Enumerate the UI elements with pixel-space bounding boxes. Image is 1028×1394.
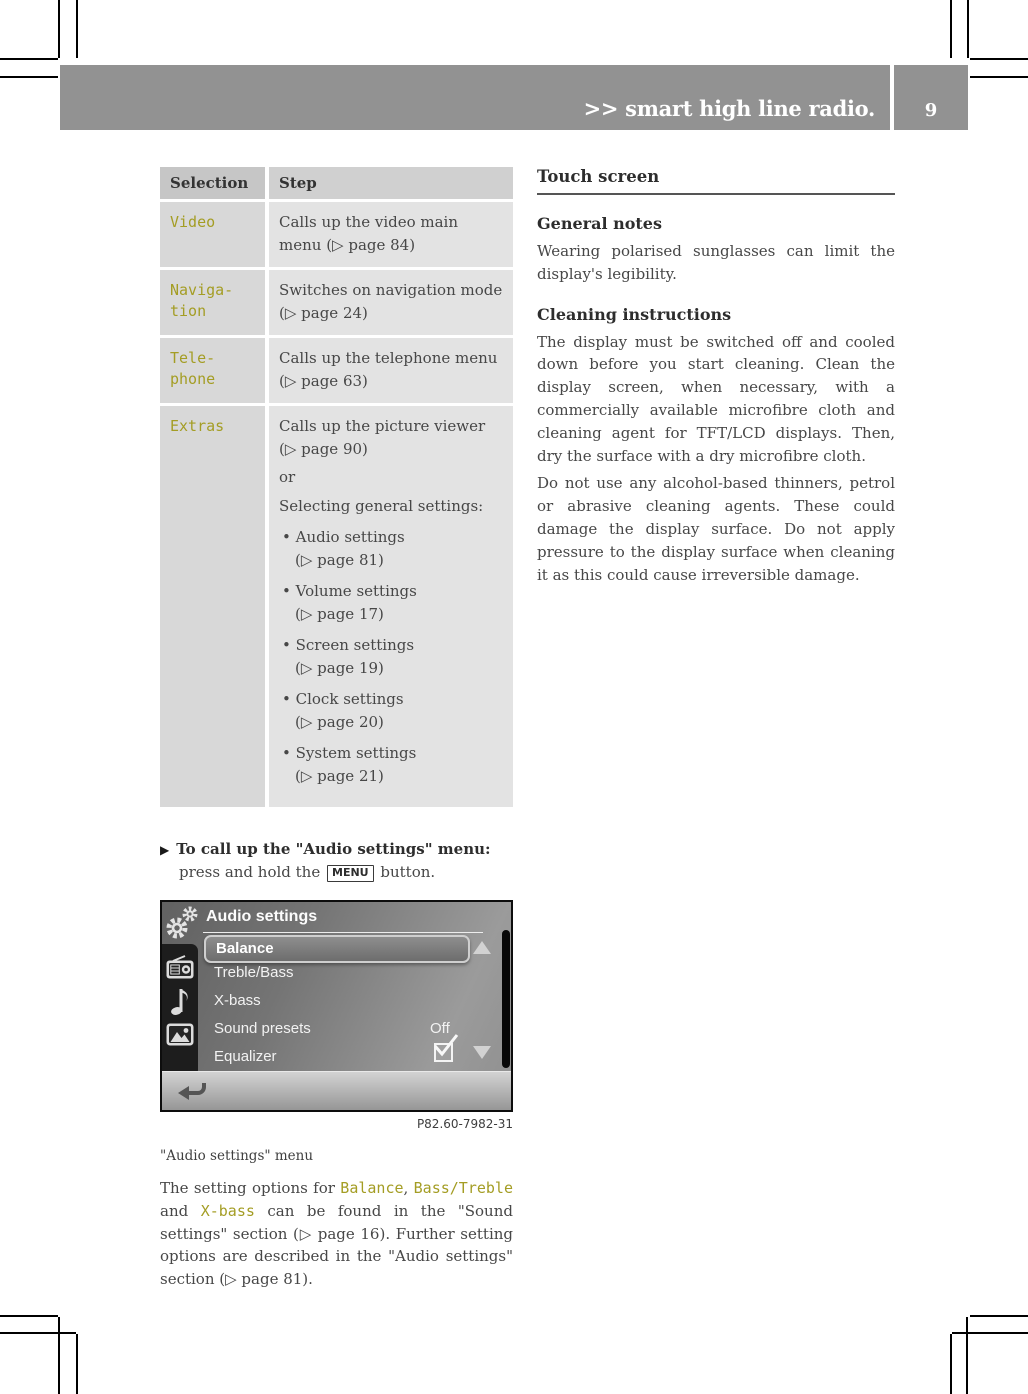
checkmark-icon	[431, 1033, 459, 1062]
instruction-text: button.	[380, 862, 436, 881]
crop-mark	[966, 1317, 968, 1394]
or-text: or	[279, 468, 296, 486]
page-number-box	[894, 65, 968, 130]
bullet-label: • Screen settings	[282, 634, 503, 657]
crop-mark	[76, 1334, 78, 1394]
instruction-body	[179, 861, 513, 884]
step-text: Switches on navigation mode (▷ page 24)	[279, 281, 503, 322]
bullet-label: • Volume settings	[282, 580, 503, 603]
crop-mark	[967, 0, 969, 58]
menu-item-balance-selected	[204, 935, 470, 963]
music-note-icon	[170, 986, 192, 1021]
paragraph-text: The setting options for	[160, 1179, 341, 1197]
bullet-label: • Clock settings	[282, 688, 503, 711]
subsection-heading: Cleaning instructions	[537, 304, 732, 324]
bullet-page-ref: (▷ page 17)	[295, 604, 384, 623]
table-header-step: Step	[269, 167, 513, 199]
page-number: 9	[924, 100, 938, 121]
left-column	[160, 167, 513, 1306]
list-item	[282, 526, 503, 571]
screen-title: Audio settings	[206, 908, 318, 925]
menu-key: MENU	[327, 865, 374, 882]
paragraph-text: ,	[403, 1179, 414, 1197]
bullet-page-ref: (▷ page 20)	[295, 712, 384, 731]
term-bass-treble: Bass/Treble	[413, 1179, 513, 1197]
settings-gears-icon	[164, 905, 198, 948]
bullet-page-ref: (▷ page 81)	[295, 550, 384, 569]
crop-mark	[0, 1332, 76, 1334]
paragraph-text: can be found in the "Sound settings" section (▷ page 16). Further setting options are described in the "Audio settings" section (▷ page 81).	[160, 1201, 513, 1289]
instruction-heading	[160, 838, 513, 861]
screen-sidebar	[162, 944, 198, 1072]
list-item	[282, 688, 503, 733]
figure-caption: "Audio settings" menu	[160, 1148, 314, 1164]
crop-mark	[950, 1334, 952, 1394]
step-text: Calls up the telephone menu (▷ page 63)	[279, 349, 498, 390]
step-cell-extras	[269, 406, 513, 807]
screen-title-rule	[203, 932, 483, 933]
selection-cell: Video	[160, 202, 265, 267]
bullet-page-ref: (▷ page 19)	[295, 658, 384, 677]
crop-mark	[0, 1315, 58, 1317]
menu-item-equalizer: Equalizer	[214, 1048, 277, 1065]
bullet-label: • System settings	[282, 742, 503, 765]
crop-mark	[76, 0, 78, 58]
selection-cell: Extras	[160, 406, 265, 807]
instruction-block	[160, 838, 513, 883]
list-item	[282, 634, 503, 679]
instruction-bold-text: To call up the "Audio settings" menu:	[176, 840, 491, 858]
term-balance: Balance	[340, 1179, 404, 1197]
sound-presets-value: Off	[430, 1020, 450, 1037]
scroll-down-icon	[473, 1046, 491, 1059]
crop-mark	[970, 1315, 1028, 1317]
screen-bottom-bar	[162, 1071, 511, 1110]
paragraph: Wearing polarised sunglasses can limit the display's legibility.	[537, 242, 895, 283]
list-item	[282, 742, 503, 787]
scrollbar	[502, 930, 510, 1068]
right-column	[537, 167, 895, 591]
bullet-label: • Audio settings	[282, 526, 503, 549]
action-arrow-icon: ▶	[160, 843, 170, 857]
figure-code: P82.60-7982-31	[416, 1117, 513, 1131]
section-title: Touch screen	[537, 167, 895, 195]
selection-step-table	[160, 167, 513, 807]
paragraph: The display must be switched off and cooled down before you start cleaning. Clean the display screen, when necessary, with a commercially available microfibre cloth and cleaning agent for TFT/LCD displays. Then, dry the surface with a dry microfibre cloth.	[537, 332, 895, 465]
radio-icon	[166, 955, 194, 985]
term-x-bass: X-bass	[200, 1201, 255, 1220]
step-text: Calls up the video main menu (▷ page 84)	[279, 213, 459, 254]
step-text: Selecting general settings:	[279, 496, 484, 515]
subsection-heading: General notes	[537, 214, 662, 233]
audio-settings-screenshot	[160, 900, 513, 1112]
settings-bullet-list	[282, 526, 503, 787]
paragraph: Do not use any alcohol-based thinners, petrol or abrasive cleaning agents. These could damage the display surface. Do not apply pressure to the display surface when cleaning it as this could cause irreversible damage.	[537, 474, 895, 584]
menu-item-treble-bass: Treble/Bass	[214, 964, 294, 981]
step-cell	[269, 338, 513, 403]
crop-mark	[970, 76, 1028, 78]
crop-mark	[950, 0, 952, 58]
step-cell	[269, 202, 513, 267]
selection-cell: Tele-phone	[160, 338, 265, 403]
header-title: >> smart high line radio.	[583, 96, 875, 121]
step-cell	[269, 270, 513, 335]
back-arrow-icon	[176, 1080, 208, 1107]
menu-item-sound-presets: Sound presets	[214, 1020, 311, 1037]
list-item	[282, 580, 503, 625]
crop-mark	[58, 0, 60, 58]
menu-item-x-bass: X-bass	[214, 992, 261, 1009]
paragraph-text: and	[160, 1201, 201, 1220]
instruction-text: press and hold the	[179, 862, 321, 881]
selection-cell: Naviga-tion	[160, 270, 265, 335]
table-header-selection: Selection	[160, 167, 265, 199]
crop-mark	[58, 1317, 60, 1394]
header-bar	[60, 65, 890, 130]
crop-mark	[0, 76, 58, 78]
crop-mark	[952, 1332, 1028, 1334]
scroll-up-icon	[473, 941, 491, 954]
crop-mark	[970, 58, 1028, 60]
menu-item-label: Balance	[216, 940, 274, 957]
bullet-page-ref: (▷ page 21)	[295, 766, 384, 785]
setting-options-paragraph	[160, 1177, 513, 1291]
step-text: Calls up the picture viewer (▷ page 90)	[279, 417, 486, 458]
crop-mark	[0, 58, 58, 60]
picture-icon	[166, 1023, 194, 1051]
